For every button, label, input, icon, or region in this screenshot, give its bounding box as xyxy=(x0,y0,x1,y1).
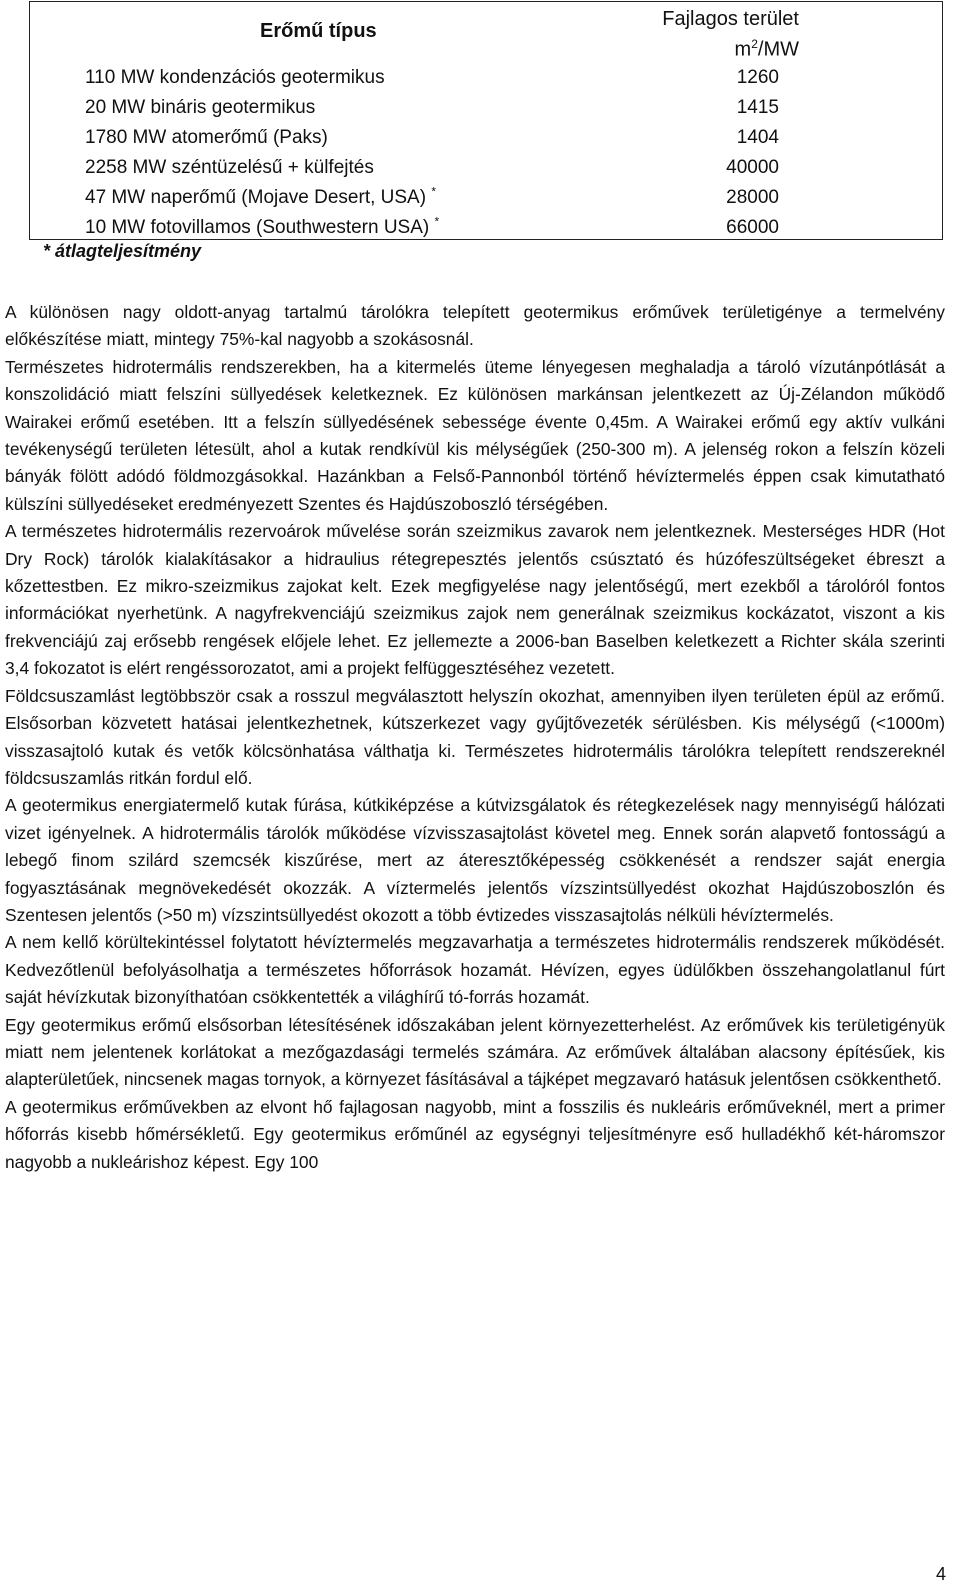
plant-name: 2258 MW széntüzelésű + külfejtés xyxy=(85,157,374,178)
table-row xyxy=(85,123,779,153)
plant-name: 47 MW naperőmű (Mojave Desert, USA) * xyxy=(85,184,437,208)
paragraph: Egy geotermikus erőmű elsősorban létesítésének időszakában jelent környezetterhelést. Az erőművek kis területigényük miatt nem jelentenek korlátokat a mezőgazdasági termelés számára. Az erőművek általában alacsony építésűek, kis alapterületűek, nincsenek magas tornyok, a környezet fásításával a tájképet megzavaró hatásuk jelentősen csökkenthető. xyxy=(5,1014,945,1090)
table-row xyxy=(85,153,779,183)
document-body xyxy=(5,299,945,1176)
column-header-area-label: Fajlagos terület xyxy=(662,8,799,30)
table-row xyxy=(85,63,779,93)
area-value: 1260 xyxy=(736,67,779,88)
power-plant-area-table xyxy=(29,1,943,240)
table-row xyxy=(85,93,779,123)
paragraph: A geotermikus energiatermelő kutak fúrása, kútkiképzése a kútvizsgálatok és rétegkezelések nagy mennyiségű hálózati vizet igényelnek. A hidrotermális tárolók működése vízvisszasajtolást követel meg. Ennek során alapvető fontosságú a lebegő finom szilárd szemcsék kiszűrése, mert az áteresztőképesség csökkenését a rendszer saját energia fogyasztásának megnövekedését okozzák. A víztermelés jelentős vízszintsüllyedést okozhat Hajdúszoboszlón és Szentesen jelentős (>50 m) vízszintsüllyedést okozott a több évtizedes visszasajtolás nélküli hévíztermelés. xyxy=(5,795,945,925)
paragraph: A természetes hidrotermális rezervoárok művelése során szeizmikus zavarok nem jelentkeznek. Mesterséges HDR (Hot Dry Rock) tárolók kialakításakor a hidraulius rétegrepesztés jelentős csúsztató és húzófeszültségeket ébreszt a kőzettestben. Ez mikro-szeizmikus zajokat kelt. Ezek megfigyelése nagy jelentőségű, mert ezekből a tárolóról fontos információkat nyerhetünk. A nagyfrekvenciájú szeizmikus zajok nem generálnak szeizmikus kockázatot, viszont a kis frekvenciájú zaj erősebb rengések előjele lehet. Ez jellemezte a 2006-ban Baselben keletkezett a Richter skála szerinti 3,4 fokozatot is elért rengéssorozatot, ami a projekt felfüggesztéséhez vezetett. xyxy=(5,521,945,679)
paragraph: A nem kellő körültekintéssel folytatott hévíztermelés megzavarhatja a természetes hidrotermális rendszerek működését. Kedvezőtlenül befolyásolhatja a természetes hőforrások hozamát. Hévízen, egyes üdülőkben összehangolatlanul fúrt saját hévízkutak bizonyíthatóan csökkentették a világhírű tó-forrás hozamát. xyxy=(5,932,945,1008)
plant-name: 10 MW fotovillamos (Southwestern USA) * xyxy=(85,214,440,238)
paragraph: Földcsuszamlást legtöbbször csak a rosszul megválasztott helyszín okozhat, amennyiben ilyen területen épül az erőmű. Elsősorban közvetett hatásai jelentkezhetnek, kútszerkezet vagy gyűjtővezeték sérülésben. Kis mélységű (<1000m) visszasajtoló kutak és vetők kölcsönhatása válthatja ki. Természetes hidrotermális tárolókra telepített rendszereknél földcsuszamlás ritkán fordul elő. xyxy=(5,685,945,788)
area-value: 28000 xyxy=(726,187,779,208)
area-value: 1404 xyxy=(736,127,779,148)
paragraph: A különösen nagy oldott-anyag tartalmú tárolókra telepített geotermikus erőművek területigénye a termelvény előkészítése miatt, mintegy 75%-kal nagyobb a szokásosnál. xyxy=(5,302,945,350)
area-value: 1415 xyxy=(736,97,779,118)
table-row xyxy=(85,183,779,213)
plant-name: 1780 MW atomerőmű (Paks) xyxy=(85,127,328,148)
area-value: 40000 xyxy=(726,157,779,178)
table-row xyxy=(85,213,779,243)
plant-name: 110 MW kondenzációs geotermikus xyxy=(85,67,385,88)
paragraph: A geotermikus erőművekben az elvont hő fajlagosan nagyobb, mint a fosszilis és nukleáris erőműveknél, mert a primer hőforrás kisebb hőmérsékletű. Egy geotermikus erőműnél az egységnyi teljesítményre eső hulladékhő két-háromszor nagyobb a nukleárishoz képest. Egy 100 xyxy=(5,1096,945,1172)
area-value: 66000 xyxy=(726,217,779,238)
paragraph: Természetes hidrotermális rendszerekben, ha a kitermelés üteme lényegesen meghaladja a tároló vízutánpótlását a konszolidáció miatt felszíni süllyedések keletkeznek. Ez különösen markánsan jelentkezett az Új-Zélandon működő Wairakei erőmű esetében. Itt a felszín süllyedésének sebessége évente 0,45m. A Wairakei erőmű egy aktív vulkáni tevékenységű területen létesült, ahol a kutak rendkívül kis mélységűek (250-300 m). A jelenség rokon a felszín közeli bányák fölött adódó földmozgásokkal. Hazánkban a Felső-Pannonból történő hévíztermelés éppen csak kimutatható külszíni süllyedéseket eredményezett Szentes és Hajdúszoboszló térségében. xyxy=(5,356,945,514)
column-header-plant-type: Erőmű típus xyxy=(260,20,377,42)
page-number: 4 xyxy=(935,1564,946,1584)
plant-name: 20 MW bináris geotermikus xyxy=(85,97,316,118)
table-footnote: * átlagteljesítmény xyxy=(43,241,202,261)
column-header-area-unit: $m^2/MW$ xyxy=(734,37,799,61)
column-header-specific-area xyxy=(662,7,799,63)
